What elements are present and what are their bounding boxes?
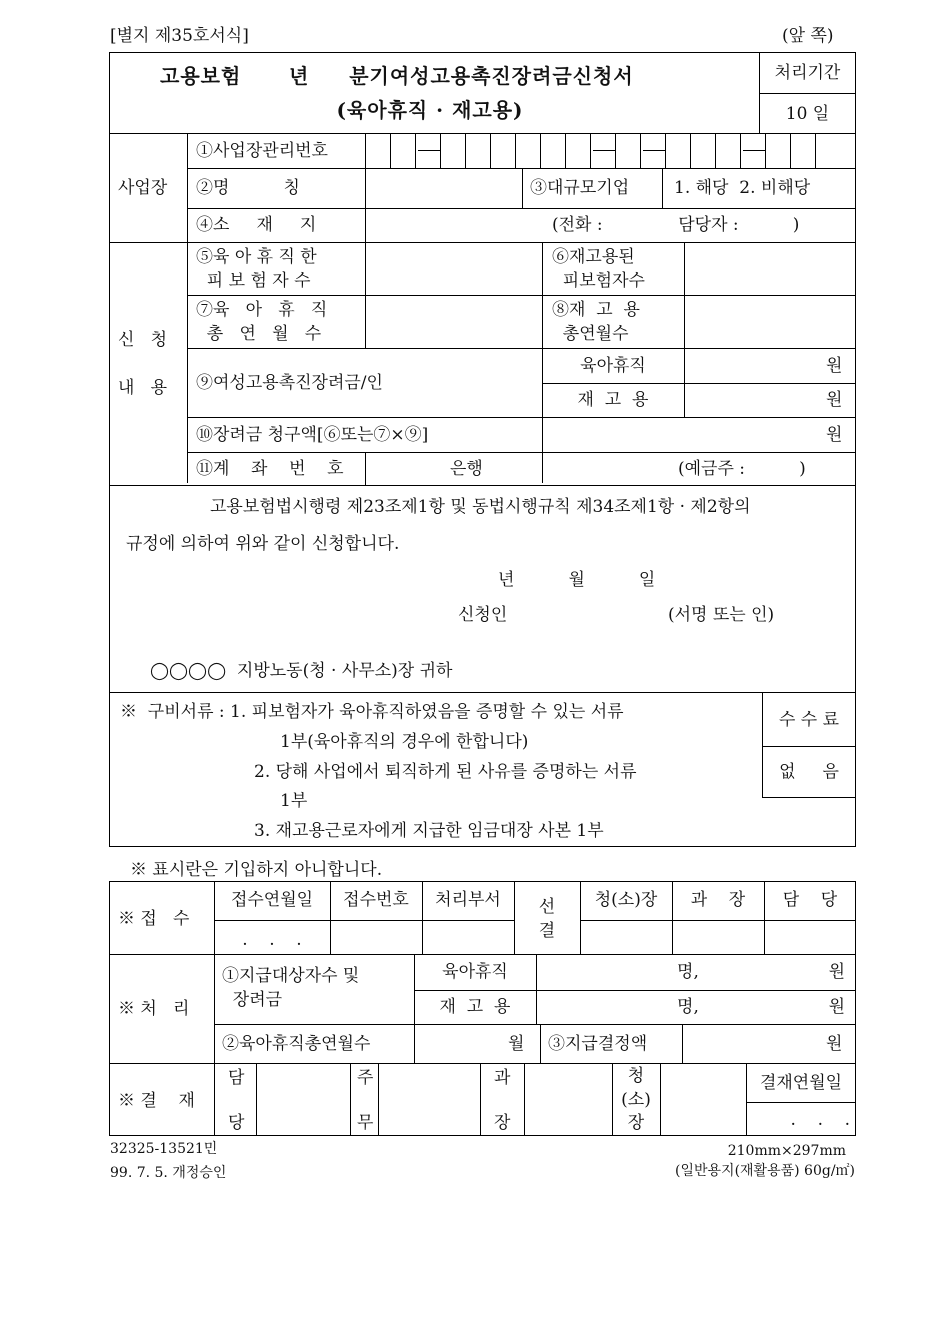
item8-label-2: 총연월수 — [552, 324, 629, 344]
application-section-label-1: 신 청 — [118, 330, 168, 350]
processing-item3-label: ③지급결정액 — [548, 1034, 648, 1054]
bank-label: 은행 — [450, 459, 483, 479]
application-section-label-2: 내 용 — [118, 378, 168, 398]
processing-period-value: 10 일 — [785, 104, 830, 124]
addressee: ◯◯◯◯ 지방노동(청 · 사무소)장 귀하 — [150, 661, 453, 681]
processing-rehire-amount[interactable]: 명, 원 — [677, 997, 845, 1017]
item10-label: ⑩장려금 청구액[⑥또는⑦×⑨] — [196, 425, 429, 445]
receipt-date-dots[interactable]: . . . — [242, 930, 302, 950]
large-company-options[interactable]: 1. 해당 2. 비해당 — [674, 178, 811, 198]
receipt-number-header: 접수번호 — [343, 890, 409, 910]
phone-contact[interactable]: (전화 : 담당자 : ) — [552, 215, 800, 235]
processing-item1-label-2: 장려금 — [222, 990, 283, 1010]
item5-label-2: 피 보 험 자 수 — [196, 271, 311, 291]
processing-won-unit: 원 — [826, 1034, 843, 1054]
item6-label-1: ⑥재고용된 — [552, 247, 635, 267]
fee-label: 수 수 료 — [778, 710, 840, 730]
page-side: (앞 쪽) — [782, 26, 834, 46]
applicant-label: 신청인 — [458, 605, 508, 625]
processing-item1-label-1: ①지급대상자수 및 — [222, 966, 360, 986]
item7-label-1: ⑦육 아 휴 직 — [196, 300, 328, 320]
footer-paper-type: (일반용지(재활용품) 60g/㎡) — [675, 1163, 855, 1179]
large-company-label: ③대규모기업 — [530, 178, 630, 198]
approval-head-line1: 청 — [627, 1066, 645, 1086]
approval-section-top: 과 — [494, 1068, 511, 1088]
processing-month-unit: 월 — [508, 1034, 525, 1054]
declaration-text-1: 고용보험법시행령 제23조제1항 및 동법시행규칙 제34조제1항 · 제2항의 — [210, 497, 751, 517]
item11-label: ⑪계 좌 번 호 — [196, 459, 344, 479]
rehire-label: 재 고 용 — [577, 390, 649, 410]
item5-label-1: ⑤육 아 휴 직 한 — [196, 247, 317, 267]
childcare-label: 육아휴직 — [580, 356, 646, 376]
documents-line-4: 1부 — [280, 791, 308, 811]
approval-chief-top: 주 — [357, 1068, 374, 1088]
documents-line-3: 2. 당해 사업에서 퇴직하게 된 사유를 증명하는 서류 — [254, 762, 637, 782]
processing-label: ※ 처 리 — [118, 999, 190, 1019]
form-subtitle: (육아휴직 · 재고용) — [336, 98, 524, 122]
footer-paper-size: 210mm×297mm — [727, 1143, 846, 1159]
business-name-label: ②명 칭 — [196, 178, 300, 198]
receipt-label: ※ 접 수 — [118, 909, 190, 929]
item8-label-1: ⑧재 고 용 — [552, 300, 640, 320]
approval-section-bottom: 장 — [494, 1113, 511, 1133]
approval-head-line2: (소) — [621, 1090, 651, 1110]
footer-code: 32325-13521민 — [110, 1141, 218, 1157]
business-section-label: 사업장 — [118, 178, 168, 198]
approval-staff-bottom: 당 — [228, 1113, 245, 1133]
receipt-dept-header: 처리부서 — [435, 890, 501, 910]
approval-date-header: 결재연월일 — [759, 1073, 843, 1093]
declaration-text-2: 규정에 의하여 위와 같이 신청합니다. — [126, 534, 400, 554]
item10-unit: 원 — [826, 425, 843, 445]
section-head-header: 과 장 — [690, 890, 746, 910]
application-form — [109, 52, 856, 847]
processing-rehire-label: 재 고 용 — [439, 997, 511, 1017]
approval-chief-bottom: 무 — [357, 1113, 374, 1133]
item7-label-2: 총 연 월 수 — [196, 324, 322, 344]
approval-date-dots[interactable]: . . . — [790, 1110, 850, 1130]
processing-childcare-label: 육아휴직 — [442, 962, 508, 982]
signature-note[interactable]: (서명 또는 인) — [668, 605, 775, 625]
depositor-field[interactable]: (예금주 : ) — [678, 459, 806, 479]
approval-head-line3: 장 — [627, 1113, 645, 1133]
address-label: ④소 재 지 — [196, 215, 317, 235]
processing-period-label: 처리기간 — [774, 63, 841, 83]
form-number: [별지 제35호서식] — [110, 26, 249, 46]
application-date[interactable]: 년 월 일 — [498, 570, 656, 590]
office-note: ※ 표시란은 기입하지 아니합니다. — [130, 860, 383, 880]
documents-line-5: 3. 재고용근로자에게 지급한 임금대장 사본 1부 — [254, 821, 604, 841]
approval-label: ※ 결 재 — [118, 1091, 195, 1111]
rehire-unit: 원 — [826, 390, 843, 410]
form-title: 고용보험 년 분기여성고용촉진장려금신청서 — [160, 64, 634, 88]
pre-approval-label: 선 결 — [538, 897, 556, 941]
fee-value: 없 음 — [779, 762, 839, 782]
chief-header: 청(소)장 — [594, 890, 658, 910]
item6-label-2: 피보험자수 — [552, 271, 645, 291]
documents-line-1: ※ 구비서류 : 1. 피보험자가 육아휴직하였음을 증명할 수 있는 서류 — [120, 702, 624, 722]
receipt-date-header: 접수연월일 — [230, 890, 314, 910]
documents-line-2: 1부(육아휴직의 경우에 한합니다) — [280, 732, 529, 752]
processing-item2-label: ②육아휴직총연월수 — [222, 1034, 371, 1054]
approval-staff-top: 담 — [228, 1068, 245, 1088]
processing-childcare-amount[interactable]: 명, 원 — [677, 962, 845, 982]
childcare-unit: 원 — [826, 356, 843, 376]
footer-revision: 99. 7. 5. 개정승인 — [110, 1165, 227, 1181]
mgmt-number-label: ①사업장관리번호 — [196, 141, 328, 161]
staff-header: 담 당 — [782, 890, 838, 910]
item9-label: ⑨여성고용촉진장려금/인 — [196, 373, 383, 393]
